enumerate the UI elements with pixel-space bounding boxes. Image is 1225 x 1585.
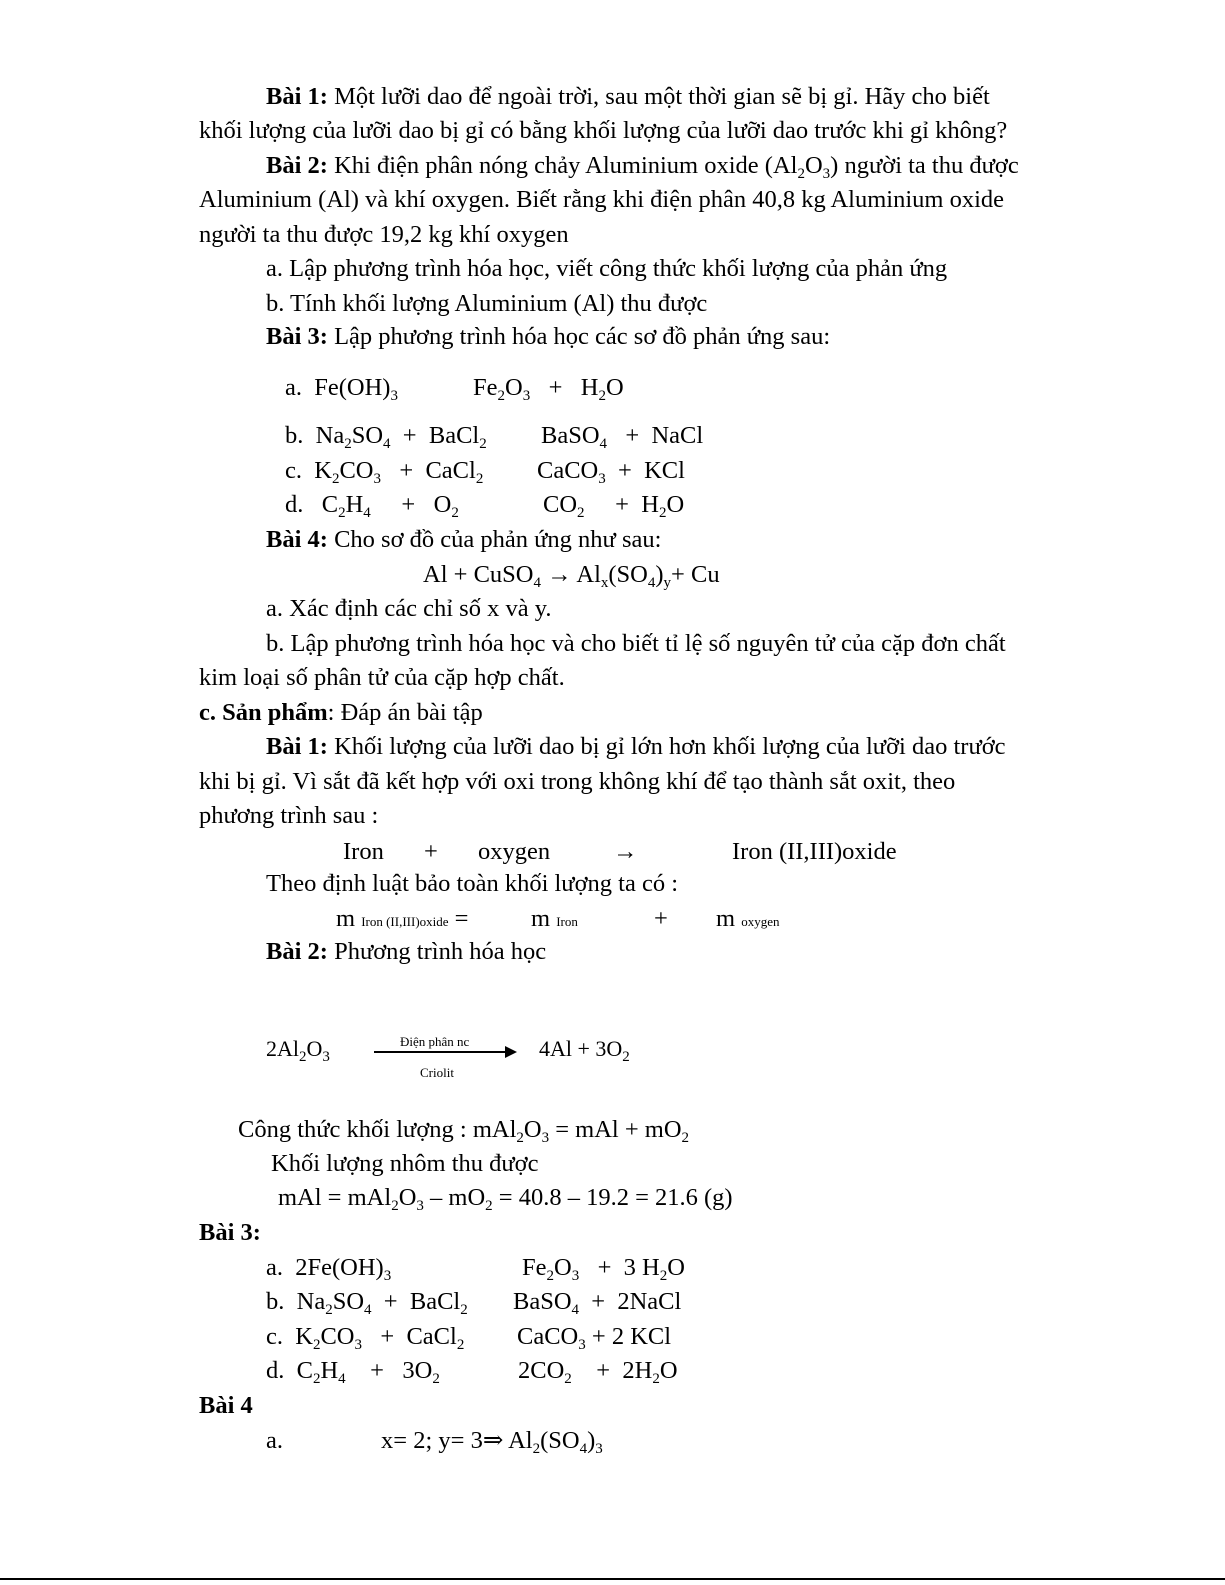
ex3-reaction-c-products: CaCO$_3$ + KCl — [537, 457, 685, 487]
ex3-reaction-d: d. $C_2H_4$ + $O_2$ — [285, 491, 459, 521]
ex4-equation: Al + CuSO$_4$ → $Al_x(SO_4)_y+ Cu$ — [423, 561, 720, 591]
ex4-label: Bài 4: — [266, 526, 328, 553]
ex3-reaction-b-products: BaSO$_4$ + NaCl — [541, 422, 704, 452]
ans1-word-oxygen: oxygen — [478, 838, 551, 865]
ans2-arrow-top-label: Điện phân nc — [400, 1034, 470, 1049]
ans3-reaction-c-products: CaCO$_3$ + 2 KCl — [517, 1323, 672, 1353]
ans1-mass-oxygen: m oxygen — [716, 905, 780, 932]
ans2-label: Bài 2: — [266, 938, 328, 965]
ans4-label: Bài 4 — [199, 1392, 253, 1419]
ex4-part-b-line1: b. Lập phương trình hóa học và cho biết tỉ lệ số nguyên tử của cặp đơn chất — [266, 630, 1006, 657]
ex4-line: Bài 4: Cho sơ đồ của phản ứng như sau: — [266, 526, 662, 553]
ans1-line3: phương trình sau : — [199, 802, 379, 829]
ex3-label: Bài 3: — [266, 323, 328, 350]
ex2-label: Bài 2: — [266, 152, 328, 179]
product-heading: c. Sản phẩm: Đáp án bài tập — [199, 699, 483, 726]
ans2-reactant: $2Al_2O_3$ — [266, 1036, 330, 1065]
ans2-line: Bài 2: Phương trình hóa học — [266, 938, 547, 965]
ans4-a-result: x= 2; y= 3⇒ $Al_2(SO_4)_3$ — [381, 1427, 603, 1457]
ex3-reaction-a-products: $Fe_2O_3 + H_2O$ — [473, 374, 624, 404]
ex2-line3: người ta thu được 19,2 kg khí oxygen — [199, 221, 569, 248]
ans3-reaction-a-products: $Fe_2O_3 + 3$ $H_2O$ — [522, 1254, 685, 1284]
ex2-part-b: b. Tính khối lượng Aluminium (Al) thu được — [266, 290, 708, 317]
ex2-line1: Bài 2: Khi điện phân nóng chảy Aluminium oxide $(Al_2O_3)$ người ta thu được — [266, 152, 1019, 182]
ans3-reaction-a: a. $2Fe(OH)_3$ — [266, 1254, 392, 1284]
ans2-products: $4Al + 3O_2$ — [539, 1036, 630, 1065]
ans2-calculation: mAl = $mAl_2O_3 - mO_2 = 40.8 - 19.2 = 21.6$ (g) — [278, 1184, 733, 1214]
ans2-mass-formula: Công thức khối lượng : $mAl_2O_3$ = mAl + $mO_2$ — [238, 1116, 690, 1146]
ans1-mass-iron: m Iron — [531, 905, 578, 932]
product-label: c. Sản phẩm — [199, 699, 328, 726]
ex3-reaction-b: b. $Na_2SO_4$ + BaCl$_2$ — [285, 422, 487, 452]
ans2-reaction-arrowhead — [505, 1046, 517, 1058]
ans1-mass-oxide: m Iron (II,III)oxide = — [336, 905, 469, 932]
ex1-line1: Bài 1: Một lưỡi dao để ngoài trời, sau một thời gian sẽ bị gỉ. Hãy cho biết — [266, 83, 990, 110]
ex3-reaction-a: a. $Fe(OH)_3$ — [285, 374, 398, 404]
ans3-reaction-c: c. $K_2CO_3$ + CaCl$_2$ — [266, 1323, 465, 1353]
ans1-line1: Bài 1: Khối lượng của lưỡi dao bị gỉ lớn hơn khối lượng của lưỡi dao trước — [266, 733, 1006, 760]
ex4-part-b-line2: kim loại số phân tử của cặp hợp chất. — [199, 664, 565, 691]
ans1-word-plus: + — [424, 838, 438, 865]
ex3-line: Bài 3: Lập phương trình hóa học các sơ đồ phản ứng sau: — [266, 323, 831, 350]
ex3-reaction-d-products: $CO_2$ + $H_2O$ — [543, 491, 685, 521]
ans4-a-prefix: a. — [266, 1427, 283, 1454]
ex2-part-a: a. Lập phương trình hóa học, viết công thức khối lượng của phản ứng — [266, 255, 948, 282]
ans1-mass-plus: + — [654, 905, 668, 932]
ex4-part-a: a. Xác định các chỉ số x và y. — [266, 595, 552, 622]
ans3-reaction-d-products: $2CO_2$ + $2H_2O$ — [518, 1357, 678, 1387]
ex3-reaction-c: c. $K_2CO_3$ + CaCl$_2$ — [285, 457, 484, 487]
ans2-reaction-arrow-line — [374, 1051, 506, 1053]
ans1-word-product: Iron (II,III)oxide — [732, 838, 897, 865]
ex2-line2: Aluminium (Al) và khí oxygen. Biết rằng khi điện phân 40,8 kg Aluminium oxide — [199, 186, 1005, 213]
ans1-line2: khi bị gỉ. Vì sắt đã kết hợp với oxi trong không khí để tạo thành sắt oxit, theo — [199, 768, 956, 795]
ans1-law: Theo định luật bảo toàn khối lượng ta có : — [266, 870, 679, 897]
ans3-reaction-b-products: BaSO$_4$ + 2NaCl — [513, 1288, 682, 1318]
ans1-label: Bài 1: — [266, 733, 328, 760]
ans3-label: Bài 3: — [199, 1219, 261, 1246]
ans1-word-arrow: → — [613, 838, 638, 865]
ex1-line2: khối lượng của lưỡi dao bị gỉ có bằng khối lượng của lưỡi dao trước khi gỉ không? — [199, 117, 1008, 144]
ans2-yield-label: Khối lượng nhôm thu được — [271, 1150, 539, 1177]
ans3-reaction-d: d. $C_2H_4$ + $3O_2$ — [266, 1357, 440, 1387]
ans2-arrow-bottom-label: Criolit — [420, 1065, 454, 1080]
ex1-label: Bài 1: — [266, 83, 328, 110]
page-bottom-rule — [0, 1578, 1225, 1580]
ans3-reaction-b: b. $Na_2SO_4$ + BaCl$_2$ — [266, 1288, 468, 1318]
ans1-word-iron: Iron — [343, 838, 384, 865]
